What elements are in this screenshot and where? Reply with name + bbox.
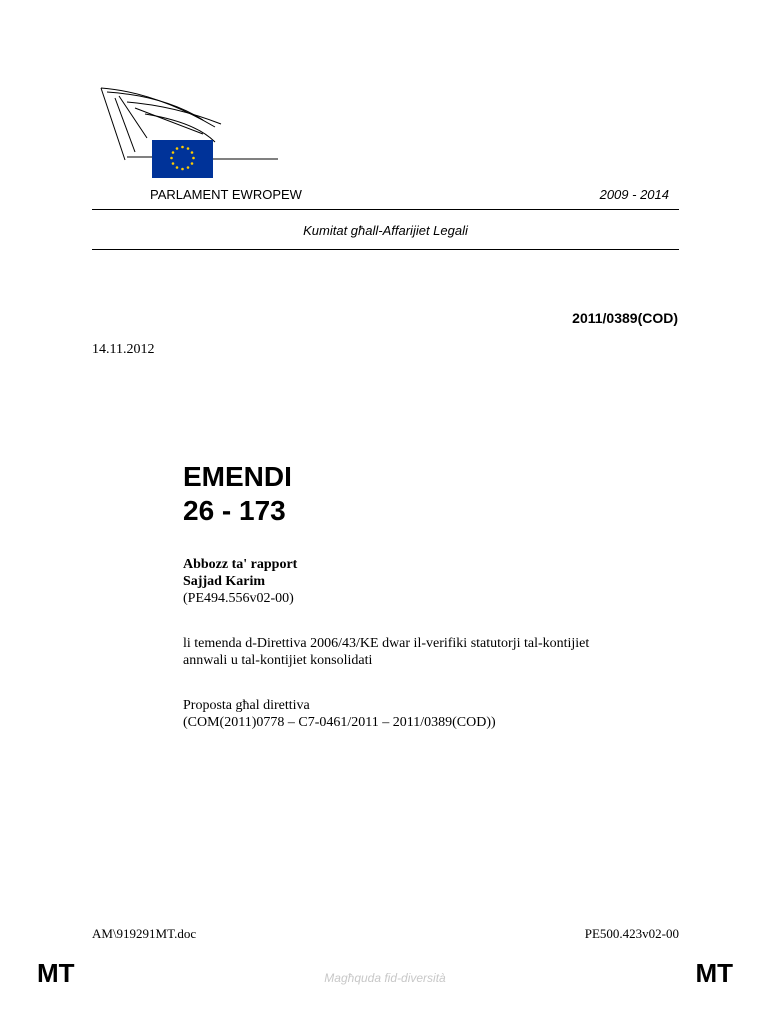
- eu-motto: Magħquda fid-diversità: [324, 971, 446, 985]
- proposal-text: [183, 697, 663, 731]
- title-line-2: 26 - 173: [183, 495, 286, 526]
- proposal-line-1: Proposta għal direttiva: [183, 698, 310, 713]
- language-code-left: MT: [37, 958, 75, 988]
- pe-reference: (PE494.556v02-00): [183, 591, 294, 606]
- eu-flag-icon: [152, 140, 213, 178]
- committee-name: Kumitat għall-Affarijiet Legali: [303, 223, 468, 238]
- subject-line-1: li temenda d-Direttiva 2006/43/KE dwar il-verifiki statutorji tal-kontijiet: [183, 636, 590, 651]
- subject-text: [183, 635, 663, 669]
- file-reference: AM\919291MT.doc: [92, 926, 197, 941]
- document-title: [183, 460, 292, 528]
- report-info: [183, 556, 663, 607]
- proposal-line-2: (COM(2011)0778 – C7-0461/2011 – 2011/0389(COD)): [183, 715, 496, 730]
- procedure-reference: 2011/0389(COD): [572, 310, 678, 326]
- title-line-1: EMENDI: [183, 461, 292, 492]
- pe-number: PE500.423v02-00: [584, 926, 679, 941]
- report-type: Abbozz ta' rapport: [183, 557, 298, 572]
- language-code-right: MT: [695, 958, 733, 988]
- header-divider: [92, 209, 679, 210]
- european-parliament-logo-icon: [95, 82, 285, 182]
- rapporteur-name: Sajjad Karim: [183, 574, 266, 589]
- document-date: 14.11.2012: [92, 342, 155, 357]
- subject-line-2: annwali u tal-kontijiet konsolidati: [183, 653, 373, 668]
- institution-name: PARLAMENT EWROPEW: [150, 187, 302, 202]
- committee-divider: [92, 249, 679, 250]
- parliamentary-term: 2009 - 2014: [599, 187, 669, 202]
